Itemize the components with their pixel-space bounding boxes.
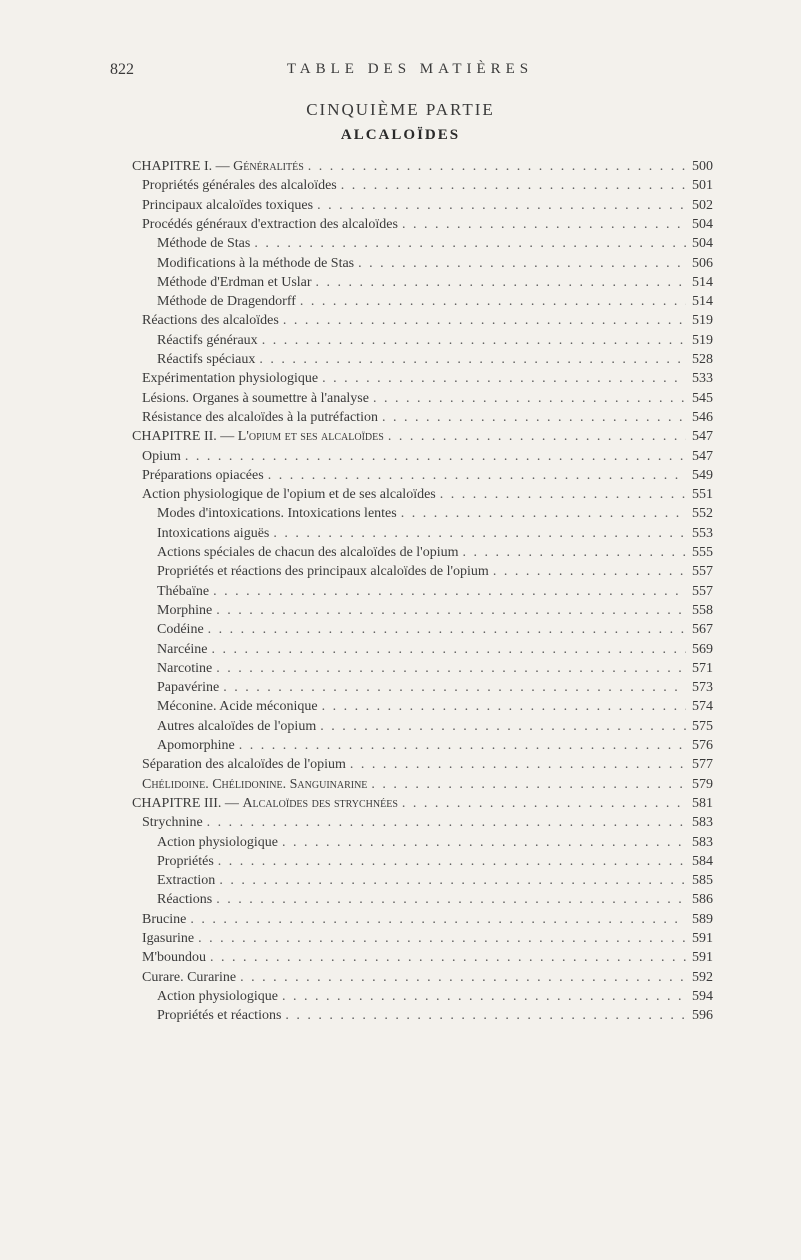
- toc-entry-title: Strychnine: [142, 815, 203, 831]
- toc-entry: [157, 234, 713, 254]
- toc-entry-title: CHAPITRE I. — Généralités: [132, 159, 304, 174]
- toc-entry-page: 500: [692, 159, 713, 174]
- toc-entry: [157, 292, 713, 312]
- toc-entry-title: Expérimentation physiologique: [142, 371, 319, 387]
- toc-entry: [142, 775, 713, 795]
- toc-entry-page: 514: [692, 274, 713, 290]
- toc-entry: [142, 968, 713, 988]
- toc-entry: [142, 389, 713, 409]
- toc-entry: [157, 524, 713, 544]
- toc-entry-title: Séparation des alcaloïdes de l'opium: [142, 757, 346, 773]
- toc-entry-title: Propriétés générales des alcaloïdes: [142, 178, 337, 194]
- dot-leader: [210, 948, 686, 968]
- dot-leader: [239, 736, 686, 756]
- toc-entry-title: Méthode d'Erdman et Uslar: [157, 274, 312, 290]
- toc-entry-page: 519: [692, 313, 713, 329]
- dot-leader: [350, 755, 686, 775]
- toc-entry-page: 558: [692, 602, 713, 618]
- dot-leader: [285, 1006, 686, 1026]
- toc-entry-page: 596: [692, 1008, 713, 1024]
- toc-entry-title: Propriétés et réactions des principaux alcaloïdes de l'opium: [157, 564, 489, 580]
- toc-entry-page: 528: [692, 352, 713, 367]
- dot-leader: [218, 852, 686, 872]
- dot-leader: [402, 794, 686, 814]
- toc-entry: [157, 640, 713, 660]
- dot-leader: [216, 659, 686, 679]
- toc-entry-page: 583: [692, 815, 713, 831]
- running-title: TABLE DES MATIÈRES: [286, 61, 534, 77]
- toc-entry-title: Opium: [142, 448, 181, 464]
- toc-entry: [132, 427, 713, 447]
- dot-leader: [322, 369, 686, 389]
- dot-leader: [212, 640, 686, 660]
- toc-entry: [142, 196, 713, 216]
- toc-entry-page: 551: [692, 487, 713, 503]
- dot-leader: [440, 485, 686, 505]
- toc-entry-title: Modifications à la méthode de Stas: [157, 255, 355, 271]
- dot-leader: [240, 968, 686, 988]
- toc-entry: [157, 833, 713, 853]
- dot-leader: [341, 176, 686, 196]
- dot-leader: [254, 234, 686, 254]
- dot-leader: [317, 196, 686, 216]
- toc-entry-page: 514: [692, 294, 713, 310]
- toc-entry-page: 549: [692, 467, 713, 483]
- toc-entry-page: 504: [692, 236, 713, 252]
- toc-entry-title: Préparations opiacées: [142, 467, 264, 483]
- dot-leader: [216, 601, 686, 621]
- toc-entry-title: Papavérine: [157, 680, 220, 696]
- toc-entry: [157, 890, 713, 910]
- toc-entry-page: 506: [692, 255, 713, 271]
- toc-entry: [142, 447, 713, 467]
- toc-entry-page: 567: [692, 622, 713, 638]
- toc-entry: [142, 215, 713, 235]
- toc-entry-page: 576: [692, 738, 713, 753]
- toc-entry: [142, 929, 713, 949]
- toc-entry: [142, 176, 713, 196]
- toc-entry-page: 594: [692, 988, 713, 1004]
- toc-entry-page: 533: [692, 371, 713, 387]
- dot-leader: [185, 447, 686, 467]
- toc-entry: [157, 350, 713, 370]
- toc-entry-page: 591: [692, 931, 713, 946]
- toc-entry-title: Réactifs spéciaux: [157, 352, 256, 367]
- toc-entry-title: M'boundou: [142, 950, 206, 966]
- toc-entry-page: 584: [692, 853, 713, 869]
- toc-entry-title: Modes d'intoxications. Intoxications lentes: [157, 506, 397, 522]
- section-title: ALCALOÏDES: [340, 127, 461, 143]
- toc-entry-page: 589: [692, 911, 713, 927]
- toc-entry: [142, 485, 713, 505]
- toc-entry: [157, 1006, 713, 1026]
- toc-entry-page: 546: [692, 409, 713, 425]
- toc-entry: [142, 948, 713, 968]
- toc-entry-page: 545: [692, 390, 713, 406]
- toc-entry-page: 502: [692, 197, 713, 213]
- toc-entry-page: 585: [692, 873, 713, 889]
- toc-entry: [157, 620, 713, 640]
- toc-entry: [157, 678, 713, 698]
- toc-entry-page: 577: [692, 757, 713, 773]
- toc-entry-title: Curare. Curarine: [142, 969, 237, 985]
- toc-entry-title: Réactions des alcaloïdes: [142, 313, 279, 329]
- toc-entry-title: Propriétés: [157, 853, 214, 869]
- toc-entry-title: Action physiologique de l'opium et de ses alcaloïdes: [142, 487, 436, 503]
- toc-entry-title: Thébaïne: [157, 583, 210, 599]
- toc-entry: [157, 562, 713, 582]
- toc-entry-page: 591: [692, 950, 713, 966]
- dot-leader: [207, 813, 686, 833]
- toc-entry-page: 574: [692, 699, 713, 715]
- toc-entry-title: Méconine. Acide méconique: [157, 699, 318, 715]
- toc-entry-title: Igasurine: [142, 931, 195, 946]
- toc-entry-page: 552: [692, 506, 713, 522]
- toc-entry: [157, 331, 713, 351]
- toc-entry: [157, 601, 713, 621]
- dot-leader: [213, 582, 686, 602]
- toc-entry: [132, 157, 713, 177]
- dot-leader: [219, 871, 686, 891]
- dot-leader: [190, 910, 686, 930]
- toc-entry-page: 571: [692, 660, 713, 676]
- toc-entry: [157, 717, 713, 737]
- toc-entry-page: 569: [692, 641, 713, 657]
- toc-entry-title: Réactifs généraux: [157, 332, 258, 348]
- toc-entry-title: Propriétés et réactions: [157, 1008, 282, 1024]
- toc-entry-page: 583: [692, 834, 713, 850]
- dot-leader: [493, 562, 686, 582]
- toc-entry-title: Méthode de Dragendorff: [157, 294, 296, 310]
- toc-entry-title: Lésions. Organes à soumettre à l'analyse: [142, 390, 369, 406]
- toc-entry: [132, 794, 713, 814]
- dot-leader: [402, 215, 686, 235]
- toc-entry-page: 547: [692, 448, 713, 464]
- dot-leader: [382, 408, 686, 428]
- toc-entry-title: Résistance des alcaloïdes à la putréfaction: [142, 409, 378, 425]
- toc-entry-title: Réactions: [157, 892, 213, 908]
- dot-leader: [300, 292, 686, 312]
- dot-leader: [322, 697, 686, 717]
- toc-entry-page: 575: [692, 718, 713, 734]
- dot-leader: [462, 543, 686, 563]
- toc-entry: [157, 254, 713, 274]
- toc-entry-page: 501: [692, 178, 713, 194]
- toc-entry-title: Narcéine: [157, 641, 208, 657]
- toc-entry: [157, 697, 713, 717]
- dot-leader: [216, 890, 686, 910]
- dot-leader: [401, 504, 686, 524]
- toc-entry-title: CHAPITRE III. — Alcaloïdes des strychnées: [132, 795, 398, 811]
- toc-entry: [142, 813, 713, 833]
- toc-entry-title: Actions spéciales de chacun des alcaloïdes de l'opium: [157, 545, 459, 560]
- toc-entry: [142, 466, 713, 486]
- toc-entry-title: Procédés généraux d'extraction des alcaloïdes: [142, 216, 398, 232]
- dot-leader: [268, 466, 686, 486]
- dot-leader: [316, 273, 686, 293]
- toc-entry-title: Codéine: [157, 622, 204, 638]
- toc-entry: [157, 273, 713, 293]
- toc-entry-page: 553: [692, 525, 713, 541]
- toc-entry-page: 557: [692, 583, 713, 599]
- toc-entry: [142, 311, 713, 331]
- toc-entry-title: Narcotine: [157, 660, 213, 676]
- toc-entry: [157, 504, 713, 524]
- toc-entry-title: Extraction: [157, 873, 216, 889]
- toc-entry-title: Action physiologique: [157, 834, 278, 850]
- toc-entry: [157, 852, 713, 872]
- dot-leader: [358, 254, 686, 274]
- dot-leader: [373, 389, 686, 409]
- toc-entry: [157, 736, 713, 756]
- toc-entry-page: 547: [692, 429, 713, 445]
- dot-leader: [282, 833, 686, 853]
- dot-leader: [223, 678, 686, 698]
- toc-entry-title: Autres alcaloïdes de l'opium: [157, 718, 317, 734]
- toc-entry: [157, 987, 713, 1007]
- toc-entry-title: CHAPITRE II. — L'opium et ses alcaloïdes: [132, 429, 384, 445]
- toc-entry-page: 592: [692, 969, 713, 985]
- toc-entry-title: Action physiologique: [157, 988, 278, 1004]
- toc-entry-page: 504: [692, 216, 713, 232]
- toc-entry-page: 581: [692, 795, 713, 811]
- toc-entry-title: Intoxications aiguës: [157, 525, 270, 541]
- running-head: [110, 61, 710, 83]
- toc-entry-title: Méthode de Stas: [157, 236, 251, 252]
- toc-entry-page: 586: [692, 892, 713, 908]
- dot-leader: [208, 620, 686, 640]
- dot-leader: [273, 524, 686, 544]
- part-title: CINQUIÈME PARTIE: [306, 100, 495, 119]
- toc-entry: [142, 408, 713, 428]
- toc-entry-title: Principaux alcaloïdes toxiques: [142, 197, 314, 213]
- toc-entry-title: Apomorphine: [157, 738, 235, 753]
- toc-entry-page: 573: [692, 680, 713, 696]
- toc-entry-title: Brucine: [142, 911, 187, 927]
- toc-entry: [157, 582, 713, 602]
- dot-leader: [388, 427, 686, 447]
- toc-entry: [157, 871, 713, 891]
- dot-leader: [283, 311, 686, 331]
- toc-entry-page: 519: [692, 332, 713, 348]
- toc-entry-title: Morphine: [157, 602, 213, 618]
- toc-entry-title: Chélidoine. Chélidonine. Sanguinarine: [142, 776, 368, 792]
- dot-leader: [320, 717, 686, 737]
- toc-entry-page: 555: [692, 545, 713, 560]
- toc-entry: [157, 659, 713, 679]
- toc-entry-page: 579: [692, 776, 713, 792]
- toc-entry: [142, 910, 713, 930]
- toc-entry: [142, 369, 713, 389]
- dot-leader: [262, 331, 686, 351]
- dot-leader: [282, 987, 686, 1007]
- dot-leader: [371, 775, 686, 795]
- toc-entry-page: 557: [692, 564, 713, 580]
- toc-entry: [142, 755, 713, 775]
- toc-entry: [157, 543, 713, 563]
- page-number: 822: [110, 61, 134, 78]
- dot-leader: [198, 929, 686, 949]
- dot-leader: [308, 157, 686, 177]
- dot-leader: [259, 350, 686, 370]
